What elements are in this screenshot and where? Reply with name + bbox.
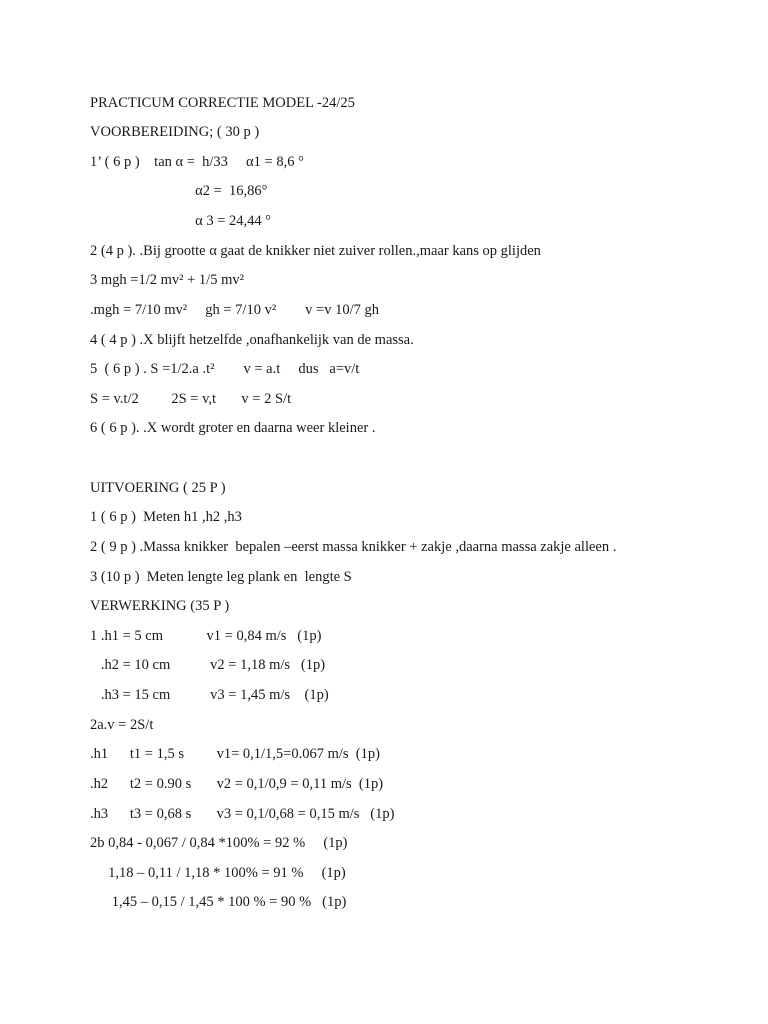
text-line: .h3 = 15 cm v3 = 1,45 m/s (1p) <box>90 687 329 703</box>
text-line: 1’ ( 6 p ) tan α = h/33 α1 = 8,6 ° <box>90 154 304 170</box>
text-line: α2 = 16,86° <box>90 183 268 199</box>
text-line: .mgh = 7/10 mv² gh = 7/10 v² v =v 10/7 gh <box>90 302 379 318</box>
text-line: 2 ( 9 p ) .Massa knikker bepalen –eerst massa knikker + zakje ,daarna massa zakje alleen . <box>90 539 617 555</box>
text-line: 1 ( 6 p ) Meten h1 ,h2 ,h3 <box>90 509 242 525</box>
text-line: S = v.t/2 2S = v,t v = 2 S/t <box>90 391 292 407</box>
text-line: 2b 0,84 - 0,067 / 0,84 *100% = 92 % (1p) <box>90 835 348 851</box>
document-title: PRACTICUM CORRECTIE MODEL -24/25 <box>90 95 355 111</box>
section-heading-verwerking: VERWERKING (35 P ) <box>90 598 230 614</box>
text-line: .h2 t2 = 0.90 s v2 = 0,1/0,9 = 0,11 m/s (1p) <box>90 776 384 792</box>
text-line: 3 (10 p ) Meten lengte leg plank en lengte S <box>90 569 352 585</box>
text-line: 2a.v = 2S/t <box>90 717 154 733</box>
text-line: α 3 = 24,44 ° <box>90 213 272 229</box>
text-line: 1,18 – 0,11 / 1,18 * 100% = 91 % (1p) <box>90 865 346 881</box>
text-line: .h3 t3 = 0,68 s v3 = 0,1/0,68 = 0,15 m/s (1p) <box>90 806 395 822</box>
text-line: 5 ( 6 p ) . S =1/2.a .t² v = a.t dus a=v/t <box>90 361 360 377</box>
text-line: 1 .h1 = 5 cm v1 = 0,84 m/s (1p) <box>90 628 322 644</box>
text-line: 1,45 – 0,15 / 1,45 * 100 % = 90 % (1p) <box>90 894 347 910</box>
text-line: 6 ( 6 p ). .X wordt groter en daarna weer kleiner . <box>90 420 376 436</box>
text-line: .h2 = 10 cm v2 = 1,18 m/s (1p) <box>90 657 326 673</box>
section-heading-uitvoering: UITVOERING ( 25 P ) <box>90 480 226 496</box>
text-line: 4 ( 4 p ) .X blijft hetzelfde ,onafhankelijk van de massa. <box>90 332 414 348</box>
text-line: 3 mgh =1/2 mv² + 1/5 mv² <box>90 272 244 288</box>
text-line: .h1 t1 = 1,5 s v1= 0,1/1,5=0.067 m/s (1p) <box>90 746 380 762</box>
text-line: 2 (4 p ). .Bij grootte α gaat de knikker niet zuiver rollen.,maar kans op glijden <box>90 243 541 259</box>
section-heading-voorbereiding: VOORBEREIDING; ( 30 p ) <box>90 124 260 140</box>
